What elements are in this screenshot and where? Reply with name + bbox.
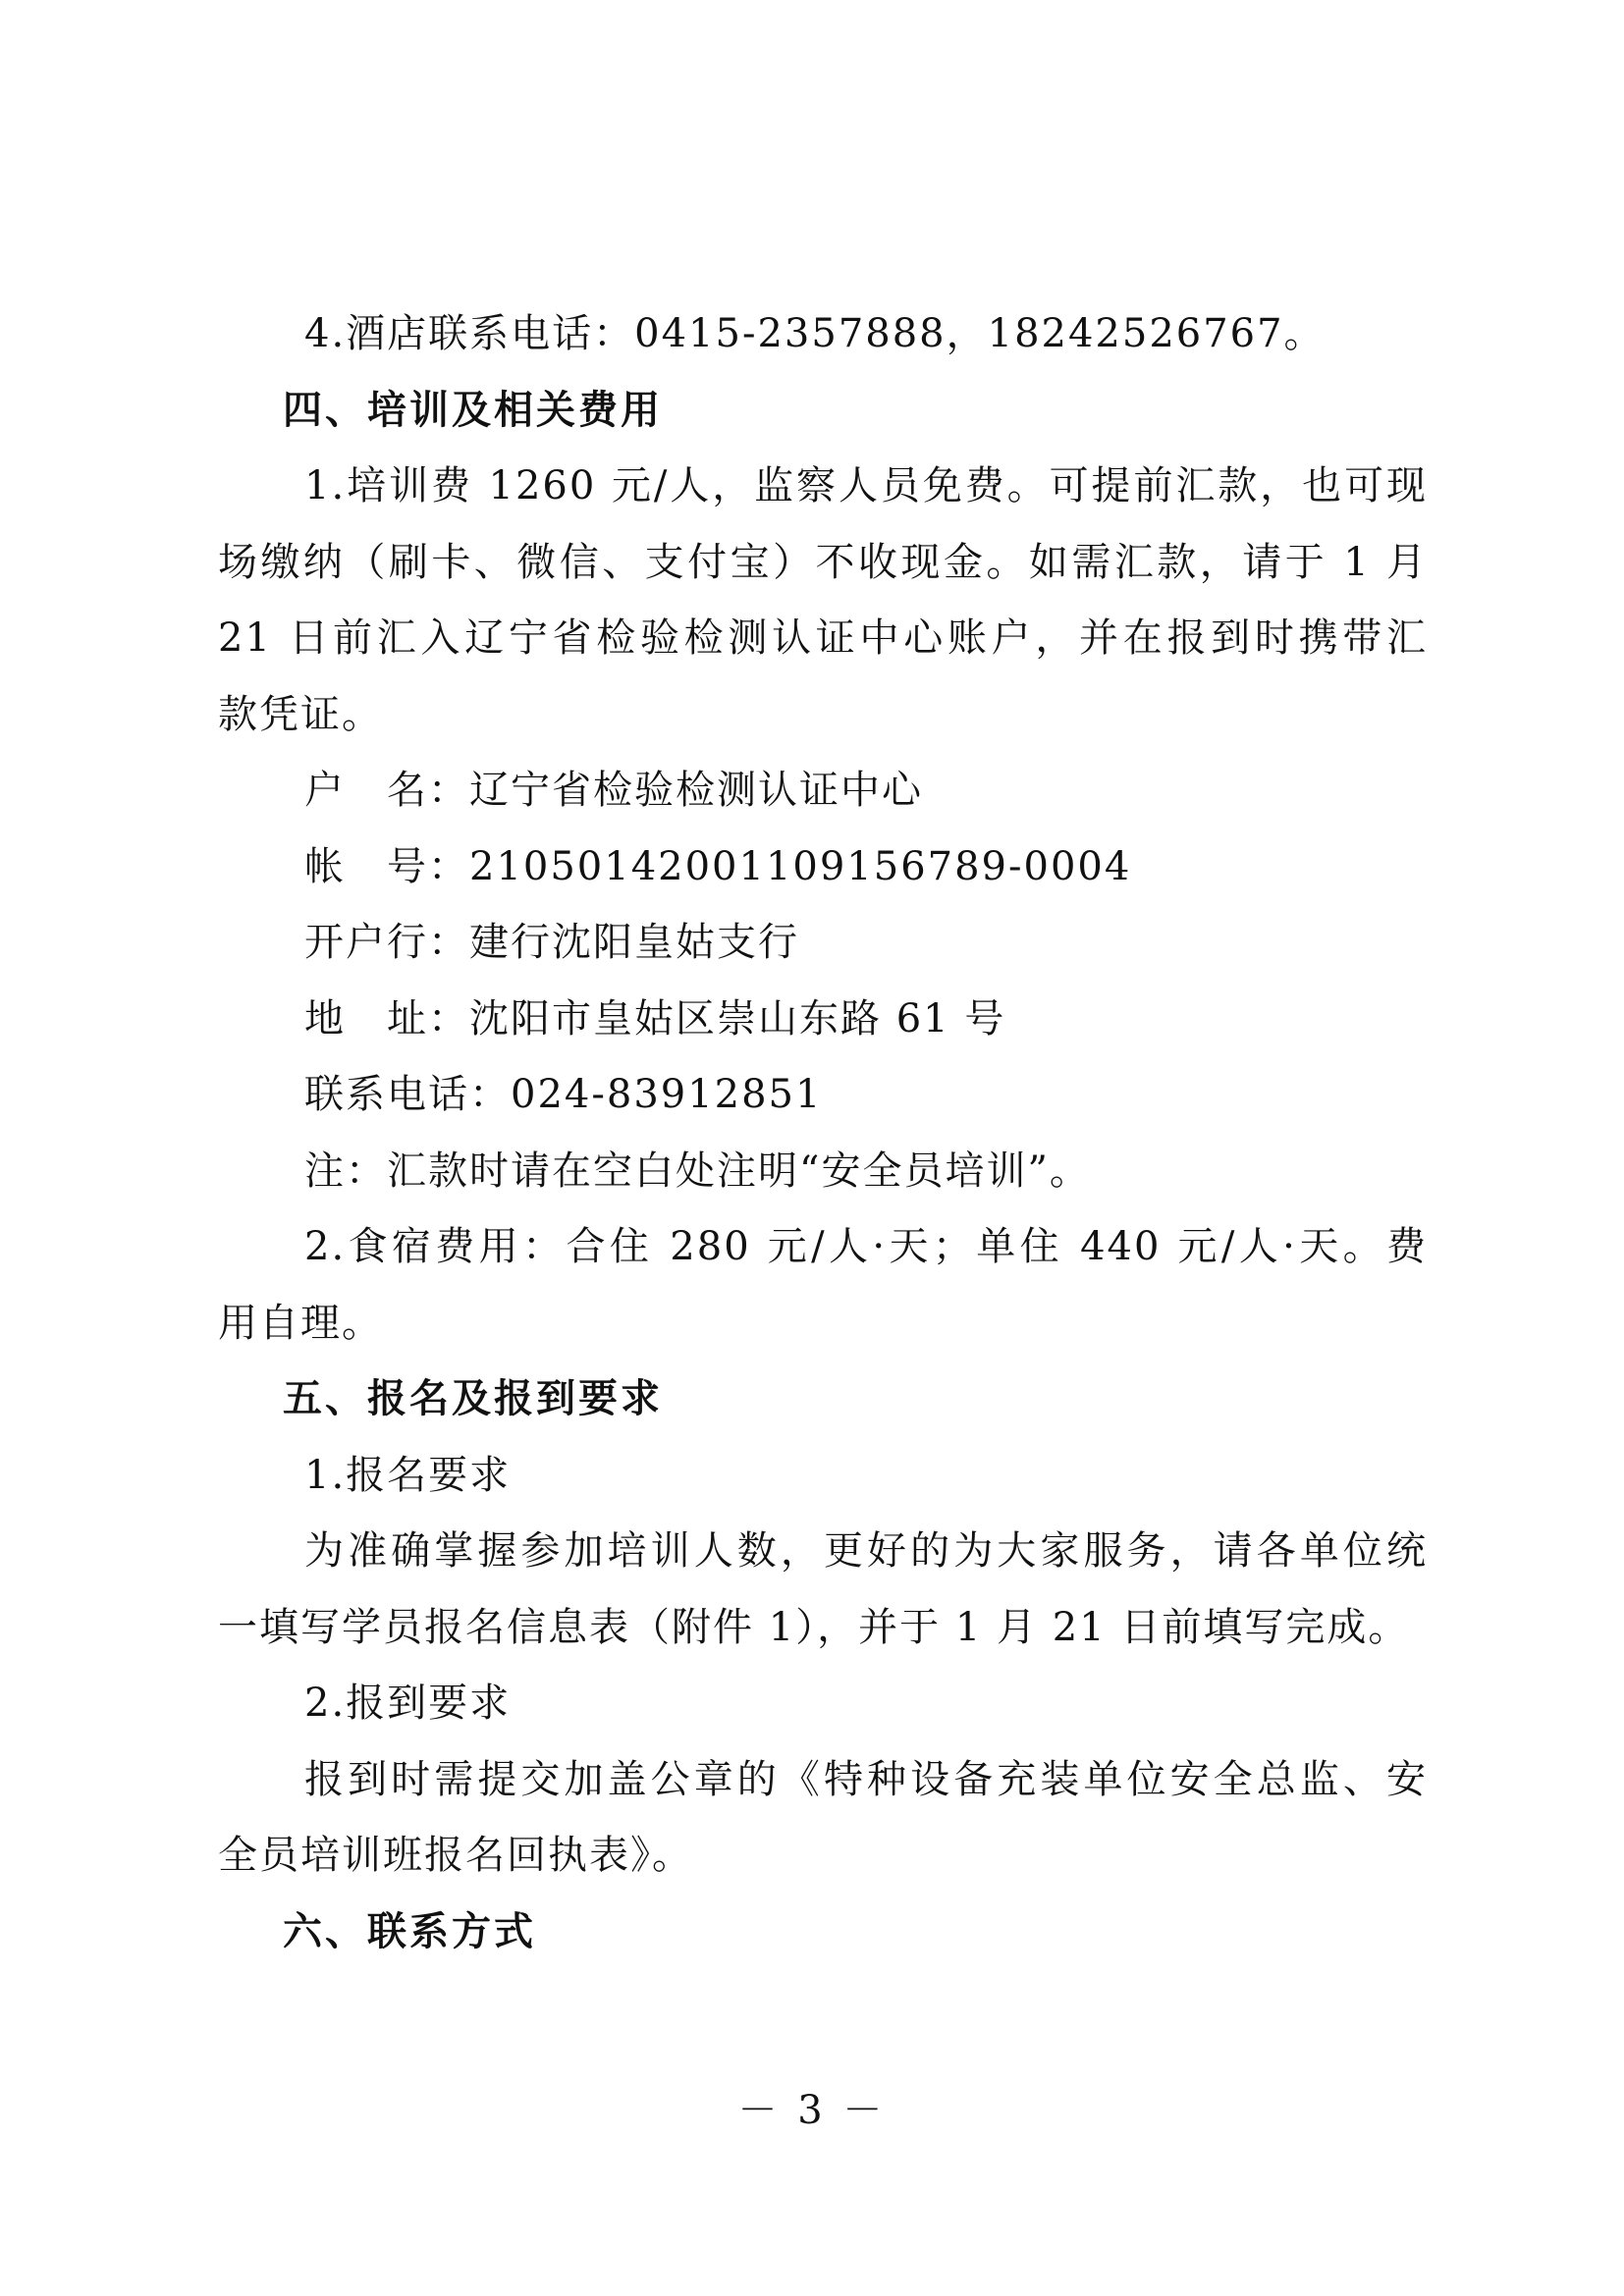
account-phone-value: 024-83912851 [511,1072,823,1117]
account-number-value: 21050142001109156789-0004 [469,843,1132,889]
section-6-heading: 六、联系方式 [283,1908,536,1954]
fee-paragraph-line-4: 款凭证。 [218,691,383,737]
fee-paragraph-line-2: 场缴纳（刷卡、微信、支付宝）不收现金。如需汇款，请于 1 月 [218,539,1428,585]
account-name-label: 户 名： [304,768,469,813]
account-bank-value: 建行沈阳皇姑支行 [469,920,799,965]
report-para-line-2: 全员培训班报名回执表》。 [218,1833,693,1878]
hotel-phone-line: 4.酒店联系电话：0415-2357888，18242526767。 [304,311,1326,356]
lodging-line-2: 用自理。 [218,1300,383,1346]
remittance-note: 注：汇款时请在空白处注明“安全员培训”。 [304,1148,1091,1194]
section-4-heading: 四、培训及相关费用 [283,387,663,433]
account-number-row [218,829,1428,906]
lodging-line-1: 2.食宿费用：合住 280 元/人·天；单住 440 元/人·天。费 [304,1224,1428,1269]
registration-para-line-1: 为准确掌握参加培训人数，更好的为大家服务，请各单位统 [304,1528,1428,1574]
account-number-label: 帐 号： [304,843,469,889]
page-number: － 3 － [737,2088,887,2133]
fee-paragraph-line-1: 1.培训费 1260 元/人，监察人员免费。可提前汇款，也可现 [304,463,1428,508]
account-phone-row [218,1057,1428,1134]
account-address-value: 沈阳市皇姑区崇山东路 61 号 [469,995,1006,1041]
registration-title: 1.报名要求 [304,1452,512,1498]
account-name-row [218,753,1428,829]
account-address-label: 地 址： [304,995,469,1041]
fee-paragraph-line-3: 21 日前汇入辽宁省检验检测认证中心账户，并在报到时携带汇 [218,615,1428,661]
document-body [218,296,1428,1970]
account-address-row [218,982,1428,1058]
registration-para-line-2: 一填写学员报名信息表（附件 1），并于 1 月 21 日前填写完成。 [218,1604,1410,1650]
report-title: 2.报到要求 [304,1681,512,1726]
account-phone-label: 联系电话： [304,1072,511,1117]
account-bank-row [218,905,1428,982]
account-bank-label: 开户行： [304,920,469,965]
section-5-heading: 五、报名及报到要求 [283,1376,663,1421]
report-para-line-1: 报到时需提交加盖公章的《特种设备充装单位安全总监、安 [304,1756,1428,1802]
account-name-value: 辽宁省检验检测认证中心 [469,768,923,813]
